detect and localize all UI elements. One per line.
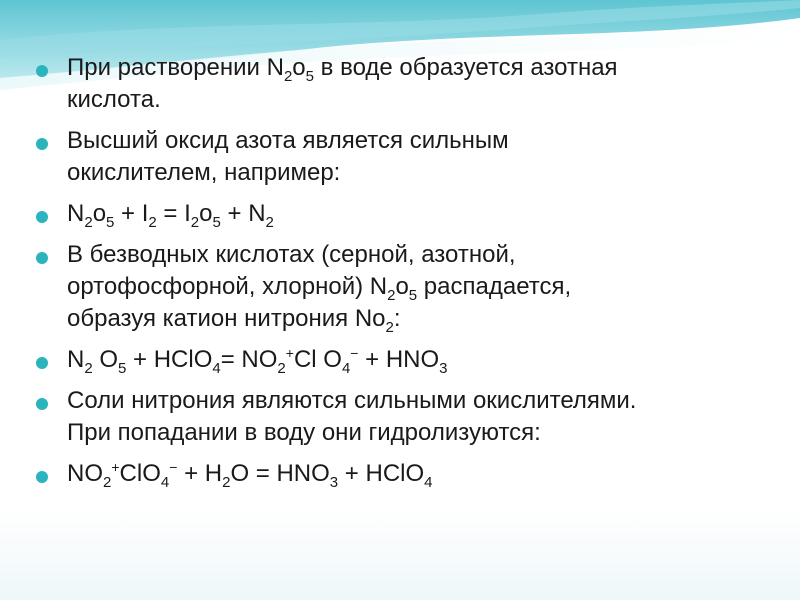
bullet-dot-icon <box>36 211 48 223</box>
bullet-text <box>67 458 433 490</box>
text-run: o <box>92 200 107 227</box>
bullet-item <box>36 125 766 189</box>
text-line <box>67 84 618 116</box>
bullet-dot-icon <box>36 138 48 150</box>
text-run: При растворении N <box>67 54 284 81</box>
bullet-dot-icon <box>36 252 48 264</box>
subscript: 5 <box>305 68 314 85</box>
subscript: 4 <box>160 474 170 491</box>
text-run: образуя катион нитрония No <box>67 305 386 332</box>
text-run: При попадании в воду они гидролизуются: <box>67 419 541 446</box>
text-run: + I <box>114 200 149 227</box>
text-run: распадается, <box>417 273 572 300</box>
subscript: 2 <box>190 214 200 231</box>
subscript: 4 <box>424 474 433 491</box>
text-run: окислителем, например: <box>67 159 341 186</box>
subscript: 5 <box>118 360 127 377</box>
subscript: 2 <box>385 319 394 336</box>
subscript: 3 <box>329 474 339 491</box>
text-line <box>67 344 448 376</box>
subscript: 2 <box>222 474 231 491</box>
text-line <box>67 385 636 417</box>
text-run: o <box>292 54 306 81</box>
bullet-list <box>36 52 766 499</box>
subscript: 2 <box>265 214 274 231</box>
text-run: : <box>393 305 401 332</box>
text-line <box>67 458 433 490</box>
text-run: o <box>199 200 213 227</box>
bullet-text <box>67 344 448 376</box>
text-line <box>67 303 571 335</box>
bullet-text <box>67 125 509 189</box>
text-run: + HClO <box>126 346 213 373</box>
subscript: 2 <box>283 68 293 85</box>
text-line <box>67 239 571 271</box>
text-line <box>67 417 636 449</box>
superscript: + <box>111 459 120 475</box>
text-run: Cl O <box>293 346 342 373</box>
text-line <box>67 157 509 189</box>
text-run: = I <box>156 200 191 227</box>
text-run: O <box>92 346 119 373</box>
text-run: В безводных кислотах (серной, азотной, <box>67 241 516 268</box>
subscript: 2 <box>84 214 93 231</box>
text-run: кислота. <box>67 86 161 113</box>
subscript: 4 <box>341 360 351 377</box>
subscript: 2 <box>148 214 157 231</box>
bullet-dot-icon <box>36 357 48 369</box>
bullet-text <box>67 52 618 116</box>
text-line <box>67 52 618 84</box>
subscript: 5 <box>408 287 418 304</box>
bullet-item <box>36 198 766 230</box>
bullet-text <box>67 239 571 335</box>
text-run: N <box>67 346 85 373</box>
text-run: o <box>395 273 409 300</box>
bullet-item <box>36 52 766 116</box>
bullet-text <box>67 198 274 230</box>
subscript: 2 <box>103 474 112 491</box>
bullet-item <box>36 344 766 376</box>
text-line <box>67 271 571 303</box>
bullet-dot-icon <box>36 398 48 410</box>
subscript: 4 <box>212 360 221 377</box>
text-run: + HNO <box>358 346 440 373</box>
text-run: Высший оксид азота является сильным <box>67 127 509 154</box>
superscript: − <box>169 459 178 475</box>
text-run: + N <box>220 200 266 227</box>
superscript: + <box>285 345 294 361</box>
text-run: + H <box>177 460 223 487</box>
subscript: 2 <box>387 287 396 304</box>
subscript: 2 <box>277 360 286 377</box>
superscript: − <box>350 345 359 361</box>
text-line <box>67 198 274 230</box>
text-run: в воде образуется азотная <box>314 54 618 81</box>
bullet-item <box>36 458 766 490</box>
text-run: NO <box>67 460 103 487</box>
text-run: O = HNO <box>230 460 330 487</box>
text-run: Соли нитрония являются сильными окислителями. <box>67 387 637 414</box>
bullet-text <box>67 385 636 449</box>
subscript: 2 <box>84 360 93 377</box>
bullet-dot-icon <box>36 65 48 77</box>
subscript: 3 <box>439 360 448 377</box>
text-run: = NO <box>220 346 278 373</box>
bullet-item <box>36 385 766 449</box>
text-run: ортофосфорной, хлорной) N <box>67 273 388 300</box>
subscript: 5 <box>212 214 221 231</box>
subscript: 5 <box>106 214 115 231</box>
text-run: + HClO <box>338 460 425 487</box>
bullet-item <box>36 239 766 335</box>
text-run: N <box>67 200 85 227</box>
text-run: ClO <box>119 460 161 487</box>
bullet-dot-icon <box>36 471 48 483</box>
text-line <box>67 125 509 157</box>
bottom-fade-decoration <box>0 510 800 600</box>
